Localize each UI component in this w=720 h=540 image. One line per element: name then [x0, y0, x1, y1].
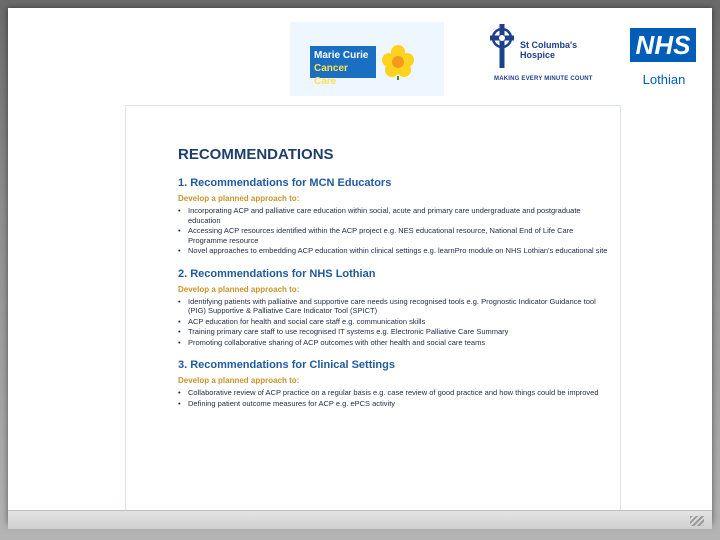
recommendation-list — [178, 206, 608, 256]
marie-curie-mark — [310, 46, 408, 92]
list-item: • ACP education for health and social care staff e.g. communication skills — [178, 317, 608, 327]
marie-curie-logo — [290, 22, 444, 96]
recommendations-document — [125, 105, 621, 523]
daffodil-icon — [380, 40, 416, 80]
list-item: • Incorporating ACP and palliative care education within social, acute and primary care undergraduate and postgraduate education — [178, 206, 608, 225]
section-heading: 3. Recommendations for Clinical Settings — [178, 359, 395, 371]
slide — [8, 8, 712, 524]
recommendation-list — [178, 297, 608, 348]
marie-curie-line2: Cancer Care — [314, 63, 348, 87]
section-clinical-settings — [178, 359, 608, 408]
list-item: • Novel approaches to embedding ACP education within clinical settings e.g. learnPro module on NHS Lothian's educational site — [178, 246, 608, 256]
list-item: • Accessing ACP resources identified within the ACP project e.g. NES educational resource, National End of Life Care Programme resource — [178, 226, 608, 245]
list-item: • Training primary care staff to use recognised IT systems e.g. Electronic Palliative Care Summary — [178, 327, 608, 337]
st-columba-logo — [476, 22, 606, 96]
nhs-region: Lothian — [642, 72, 686, 87]
list-item: • Collaborative review of ACP practice on a regular basis e.g. case review of good practice and how things could be improved — [178, 388, 608, 398]
section-heading: 2. Recommendations for NHS Lothian — [178, 267, 376, 280]
st-columba-name — [520, 40, 600, 60]
slide-footer-bar — [8, 510, 712, 529]
logo-bar — [290, 22, 708, 96]
marie-curie-line1: Marie Curie — [314, 50, 369, 61]
document-body — [178, 146, 608, 420]
nhs-mark: NHS — [630, 28, 696, 62]
section-heading: 1. Recommendations for MCN Educators — [178, 177, 392, 189]
st-columba-name-line1: St Columba's — [520, 40, 578, 50]
st-columba-tagline: MAKING EVERY MINUTE COUNT — [494, 76, 593, 82]
recommendation-list — [178, 388, 608, 408]
nhs-lothian-logo — [620, 22, 708, 96]
list-item: • Promoting collaborative sharing of ACP outcomes with other health and social care teams — [178, 338, 608, 348]
marie-curie-wordmark — [310, 46, 376, 87]
section-subheading: Develop a planned approach to: — [178, 376, 300, 385]
celtic-cross-icon — [488, 24, 516, 68]
document-title: RECOMMENDATIONS — [178, 146, 334, 163]
section-mcn-educators — [178, 177, 608, 256]
section-subheading: Develop a planned approach to: — [178, 194, 300, 203]
resize-grip-icon[interactable] — [690, 516, 704, 526]
list-item: • Identifying patients with palliative and supportive care needs using recognised tools e.g. Prognostic Indicator Guidance tool (PIG) Supportive & Palliative Care Indicator Tool (SPICT) — [178, 297, 608, 316]
st-columba-name-line2: Hospice — [520, 50, 556, 60]
section-subheading: Develop a planned approach to: — [178, 284, 300, 294]
list-item: • Defining patient outcome measures for ACP e.g. ePCS activity — [178, 399, 608, 409]
section-nhs-lothian — [178, 268, 608, 348]
